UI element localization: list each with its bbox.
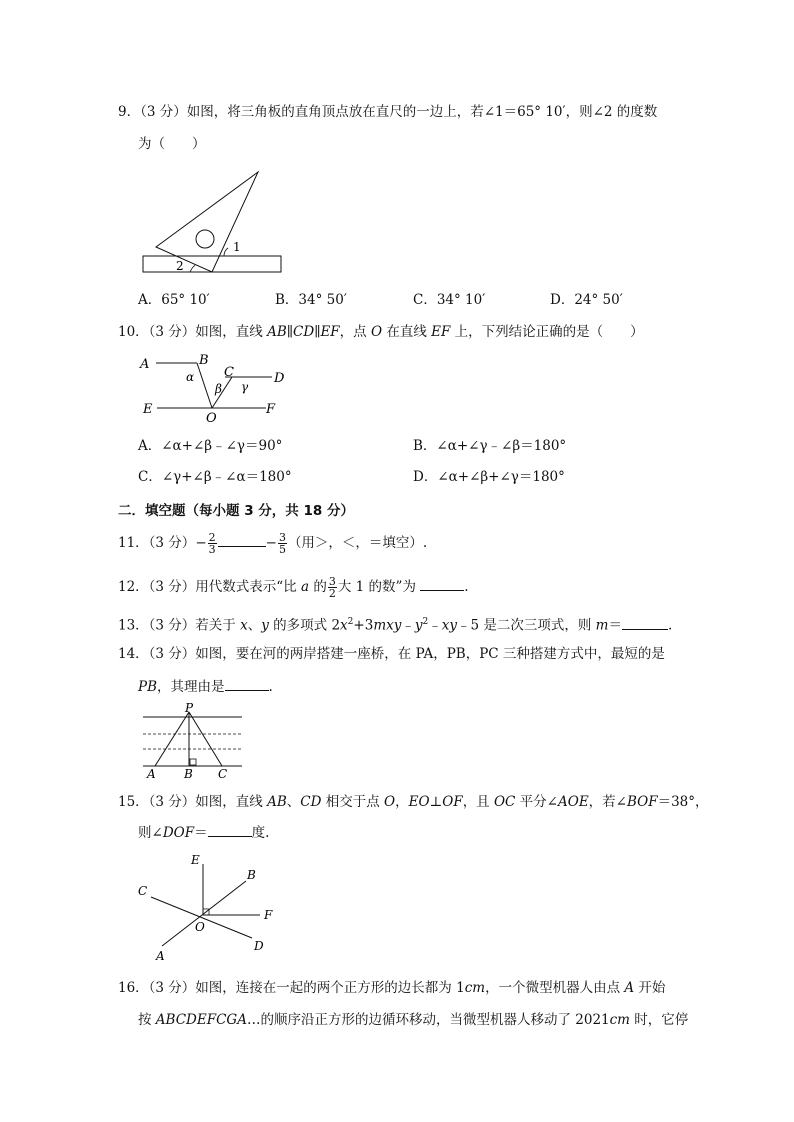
q15-label-f: F	[264, 908, 273, 922]
q14-stem-line2: PB，其理由是 .	[138, 676, 273, 697]
q12-stem: 12．（3 分）用代数式表示“比 a 的 $\frac{3}{2}$ 大 1 的数”为 .	[118, 575, 469, 600]
q10-label-d: D	[274, 371, 285, 386]
q9-triangle	[156, 172, 258, 272]
q10-figure	[140, 352, 290, 426]
q10-label-c: C	[224, 365, 234, 380]
q10-option-c[interactable]: C．∠γ+∠β﹣∠α＝180°	[138, 469, 292, 485]
q13-stem: 13．（3 分）若关于 x、y 的多项式 $2x^2+3mxy﹣y^2﹣xy﹣5$ 是二次三项式，则 m＝ .	[118, 612, 672, 636]
q9-angle1-arc	[224, 248, 228, 256]
q14-right-angle	[190, 759, 196, 765]
q14-seg-pa	[155, 712, 189, 766]
q15-label-o: O	[195, 920, 205, 934]
q12-fraction: $\frac{3}{2}$	[328, 575, 336, 600]
q15-label-d: D	[254, 939, 264, 953]
q9-option-c[interactable]: C．34° 10′	[413, 292, 486, 308]
q9-figure	[140, 170, 290, 280]
q10-label-b: B	[199, 353, 209, 368]
q9-triangle-hole	[196, 230, 214, 248]
q9-stem-line2: 为（ ）	[138, 136, 206, 152]
q14-label-c: C	[218, 767, 228, 781]
q9-label-2: 2	[176, 259, 184, 273]
q15-answer-blank[interactable]	[208, 822, 252, 837]
q9-ruler	[143, 256, 281, 272]
q14-label-b: B	[184, 767, 193, 781]
q15-stem-line2: 则∠DOF＝ 度.	[138, 822, 269, 843]
q11-fraction-2: $\frac{3}{5}$	[278, 531, 286, 556]
q9-option-a[interactable]: A．65° 10′	[138, 292, 210, 308]
q10-label-a: A	[140, 357, 150, 372]
q9-label-1: 1	[233, 240, 241, 254]
q14-figure	[140, 700, 250, 782]
q10-label-o: O	[206, 411, 217, 426]
q15-label-a: A	[156, 949, 165, 963]
q12-answer-blank[interactable]	[420, 576, 464, 591]
q15-label-c: C	[138, 884, 148, 898]
q9-option-b[interactable]: B．34° 50′	[275, 292, 347, 308]
q10-option-d[interactable]: D．∠α+∠β+∠γ＝180°	[413, 469, 565, 485]
q10-option-b[interactable]: B．∠α+∠γ﹣∠β＝180°	[413, 438, 567, 454]
q10-label-f: F	[266, 402, 276, 417]
q14-answer-blank[interactable]	[225, 676, 269, 691]
q9-option-d[interactable]: D．24° 50′	[550, 292, 623, 308]
q11-answer-blank[interactable]	[218, 532, 266, 547]
q11-fraction-1: $\frac{2}{3}$	[208, 531, 216, 556]
q15-stem-line1: 15．（3 分）如图，直线 AB、CD 相交于点 O，EO⊥OF，且 OC 平分∠AOE，若∠BOF＝38°，	[118, 794, 709, 810]
q10-label-e: E	[143, 402, 153, 417]
q14-label-p: P	[185, 701, 194, 715]
q10-option-a[interactable]: A．∠α+∠β﹣∠γ＝90°	[138, 438, 283, 454]
q10-label-gamma: γ	[241, 380, 249, 394]
q13-answer-blank[interactable]	[622, 615, 668, 630]
q10-seg-bo	[197, 363, 212, 408]
q15-label-b: B	[247, 868, 256, 882]
q14-label-a: A	[147, 767, 156, 781]
q15-figure	[134, 848, 284, 968]
q15-label-e: E	[191, 853, 200, 867]
q9-stem-line1: 9．（3 分）如图，将三角板的直角顶点放在直尺的一边上，若∠1＝65° 10′，则∠2 的度数	[118, 104, 658, 120]
q9-angle2-arc	[190, 265, 195, 272]
q14-stem-line1: 14．（3 分）如图，要在河的两岸搭建一座桥，在 PA，PB，PC 三种搭建方式中，最短的是	[118, 646, 665, 662]
q10-label-beta: β	[215, 382, 222, 396]
q11-stem: 11．（3 分）− $\frac{2}{3}$ − $\frac{3}{5}$ （用＞，＜，＝填空）.	[118, 531, 428, 556]
section-title-fill-in: 二．填空题（每小题 3 分，共 18 分）	[118, 503, 354, 519]
q10-stem: 10．（3 分）如图，直线 AB∥CD∥EF，点 O 在直线 EF 上，下列结论正确的是（ ）	[118, 324, 644, 340]
q14-seg-pc	[189, 712, 222, 766]
q16-stem-line1: 16．（3 分）如图，连接在一起的两个正方形的边长都为 1cm，一个微型机器人由点 A 开始	[118, 980, 666, 996]
q10-label-alpha: α	[186, 370, 195, 384]
q15-line-ab	[162, 881, 246, 946]
q16-stem-line2: 按 ABCDEFCGA…的顺序沿正方形的边循环移动，当微型机器人移动了 2021cm 时，它停	[138, 1012, 689, 1028]
